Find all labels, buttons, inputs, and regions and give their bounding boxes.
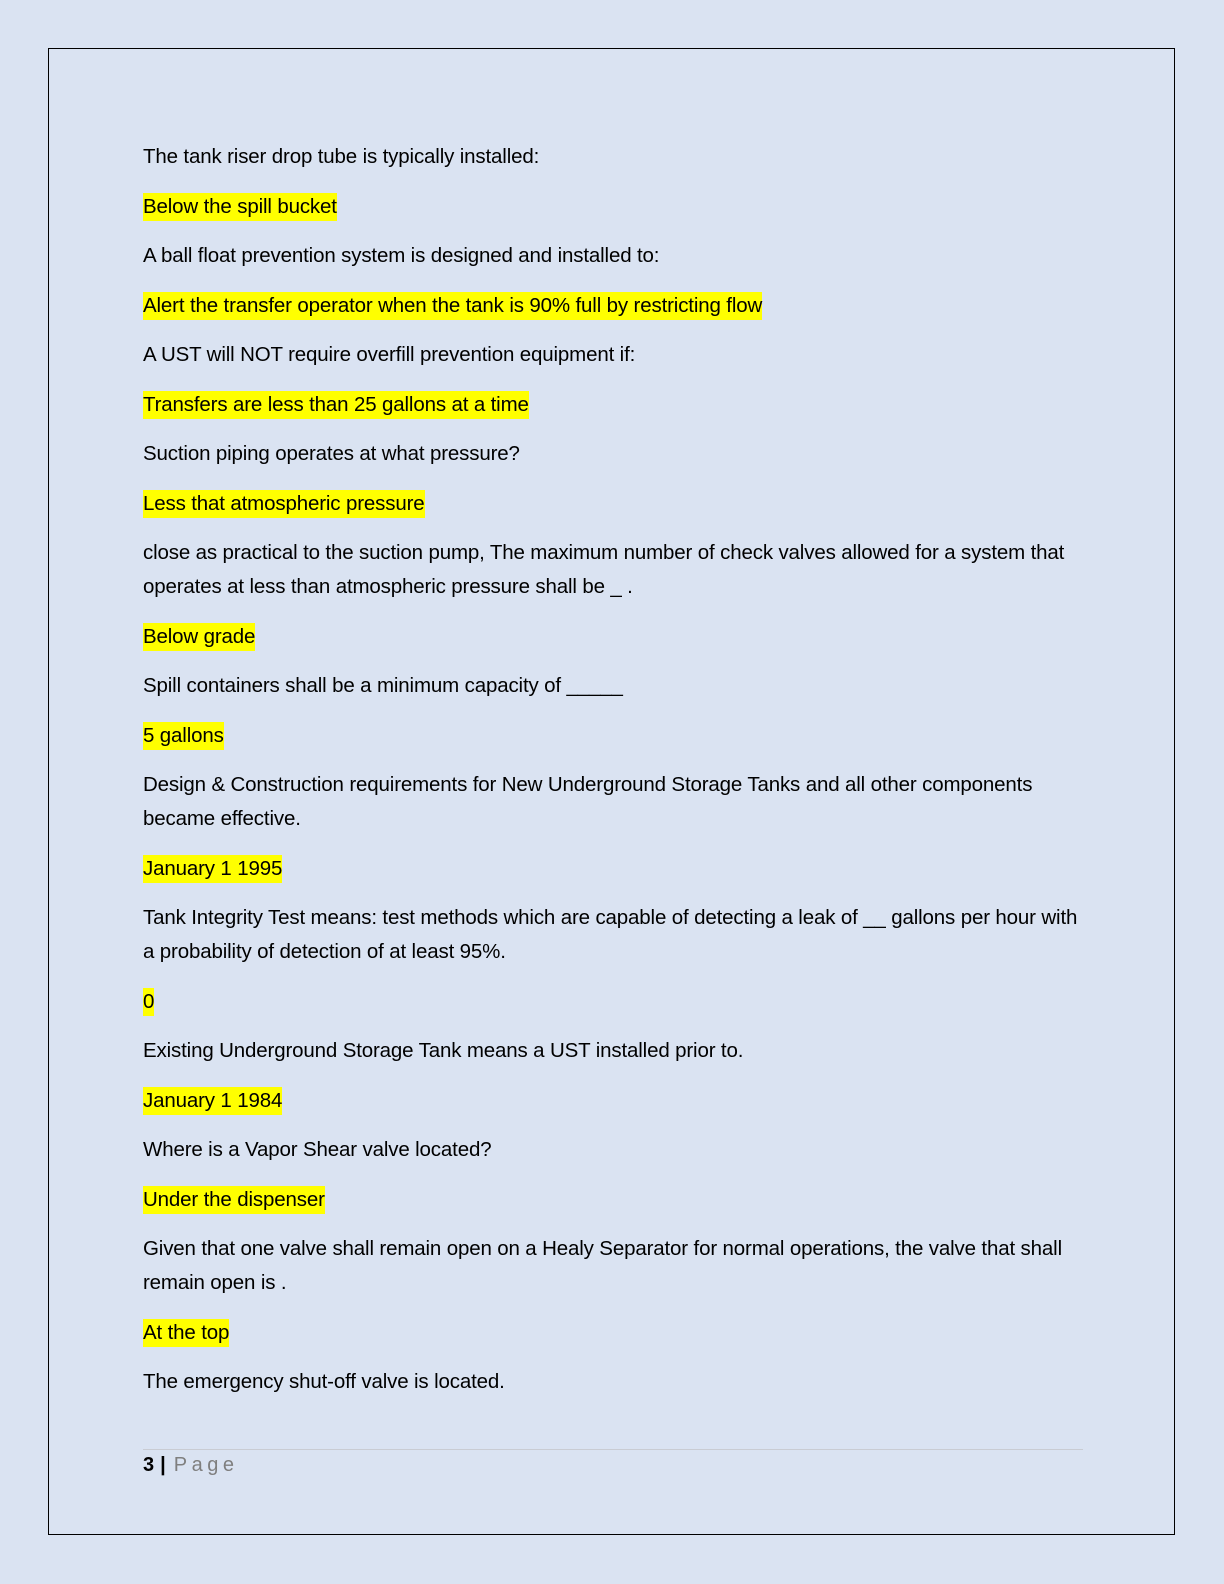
question-text: Design & Construction requirements for New Underground Storage Tanks and all other components became effective. <box>143 773 1033 830</box>
question-paragraph <box>143 239 1083 273</box>
question-paragraph <box>143 1365 1083 1399</box>
question-text: Existing Underground Storage Tank means a UST installed prior to. <box>143 1039 744 1062</box>
answer-text: Below the spill bucket <box>143 193 337 221</box>
footer-separator: | <box>160 1454 166 1476</box>
answer-paragraph <box>143 852 1083 886</box>
answer-paragraph <box>143 1316 1083 1350</box>
question-text: Where is a Vapor Shear valve located? <box>143 1138 492 1161</box>
answer-paragraph <box>143 1084 1083 1118</box>
question-paragraph <box>143 669 1083 703</box>
answer-paragraph <box>143 388 1083 422</box>
question-text: Tank Integrity Test means: test methods which are capable of detecting a leak of __ gallons per hour with a probability of detection of at least 95%. <box>143 906 1078 963</box>
question-paragraph <box>143 768 1083 836</box>
answer-text: Alert the transfer operator when the tank is 90% full by restricting flow <box>143 292 762 320</box>
answer-paragraph <box>143 719 1083 753</box>
footer-divider <box>143 1449 1083 1450</box>
page-number: 3 <box>143 1454 155 1476</box>
answer-text: 0 <box>143 988 154 1016</box>
question-paragraph <box>143 1133 1083 1167</box>
answer-text: January 1 1995 <box>143 855 282 883</box>
answer-text: 5 gallons <box>143 722 224 750</box>
question-paragraph <box>143 338 1083 372</box>
question-paragraph <box>143 437 1083 471</box>
question-text: Suction piping operates at what pressure? <box>143 442 520 465</box>
answer-paragraph <box>143 190 1083 224</box>
question-paragraph <box>143 536 1083 604</box>
answer-text: Below grade <box>143 623 255 651</box>
question-text: A ball float prevention system is designed and installed to: <box>143 244 660 267</box>
page-footer <box>143 1452 238 1478</box>
question-text: Spill containers shall be a minimum capacity of _____ <box>143 674 623 697</box>
page-label: Page <box>173 1454 239 1476</box>
question-paragraph <box>143 140 1083 174</box>
answer-paragraph <box>143 620 1083 654</box>
answer-text: Transfers are less than 25 gallons at a time <box>143 391 529 419</box>
question-text: Given that one valve shall remain open on a Healy Separator for normal operations, the valve that shall remain open is . <box>143 1237 1062 1294</box>
answer-text: Less that atmospheric pressure <box>143 490 425 518</box>
answer-text: January 1 1984 <box>143 1087 282 1115</box>
answer-paragraph <box>143 985 1083 1019</box>
question-text: close as practical to the suction pump, The maximum number of check valves allowed for a system that operates at less than atmospheric pressure shall be _ . <box>143 541 1065 598</box>
question-paragraph <box>143 901 1083 969</box>
answer-text: At the top <box>143 1319 229 1347</box>
question-paragraph <box>143 1034 1083 1068</box>
document-body <box>143 140 1083 1415</box>
answer-text: Under the dispenser <box>143 1186 325 1214</box>
answer-paragraph <box>143 487 1083 521</box>
question-text: The tank riser drop tube is typically installed: <box>143 145 540 168</box>
answer-paragraph <box>143 1183 1083 1217</box>
question-text: The emergency shut-off valve is located. <box>143 1370 505 1393</box>
question-paragraph <box>143 1232 1083 1300</box>
question-text: A UST will NOT require overfill prevention equipment if: <box>143 343 636 366</box>
answer-paragraph <box>143 289 1083 323</box>
